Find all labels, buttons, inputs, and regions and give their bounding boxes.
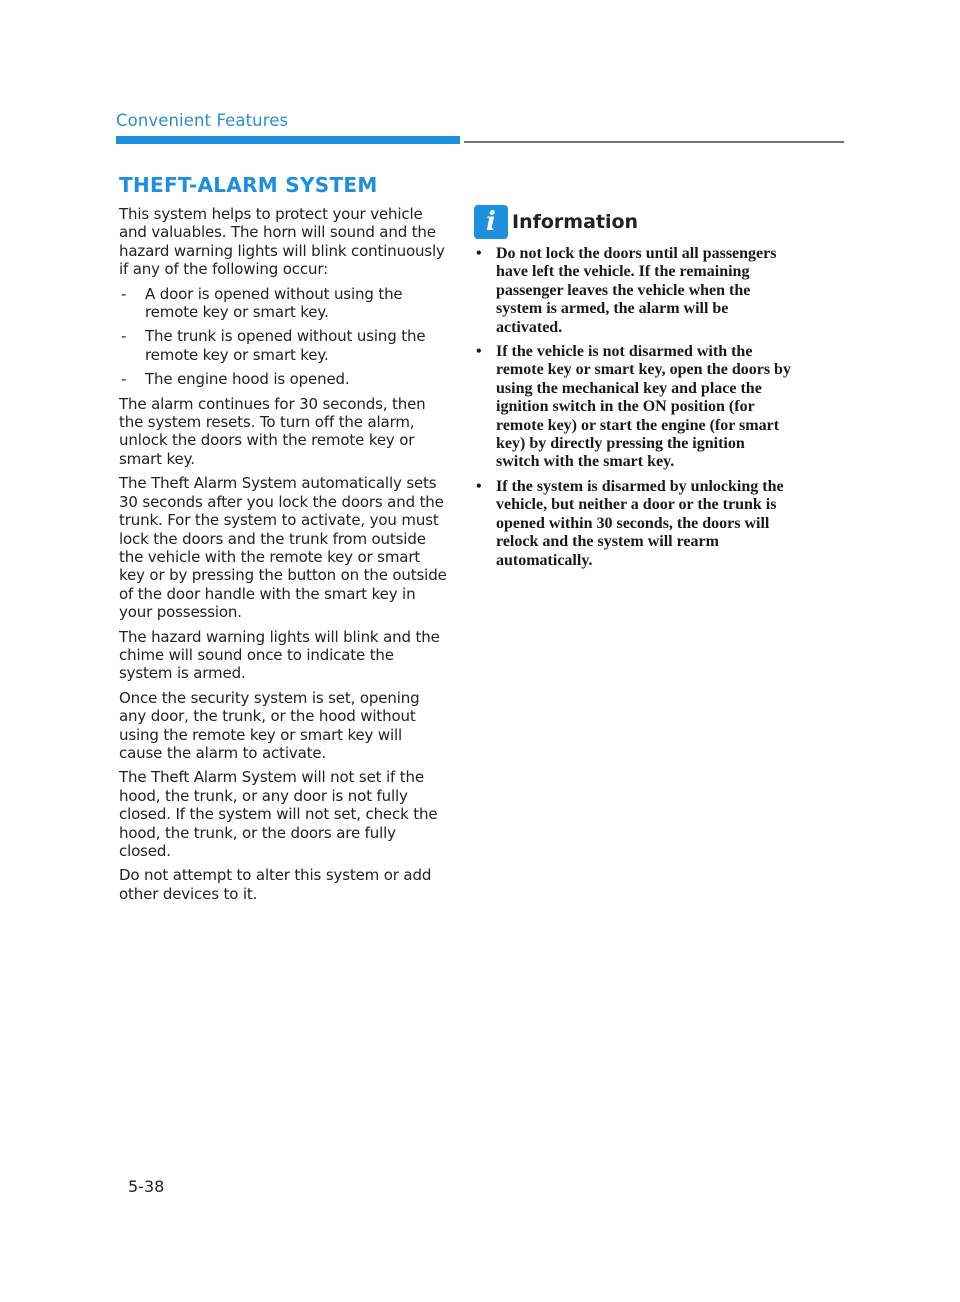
intro-paragraph: This system helps to protect your vehicle and valuables. The horn will sound and the hazard warning lights will blink continuously if any of the following occur:: [119, 205, 445, 279]
body-paragraph: The hazard warning lights will blink and the chime will sound once to indicate the system is armed.: [119, 627, 440, 683]
list-item: [119, 285, 447, 322]
alarm-conditions-list: [119, 285, 447, 389]
information-header: [474, 205, 792, 239]
dash-marker: -: [121, 370, 127, 389]
body-paragraph: Once the security system is set, opening any door, the trunk, or the hood without using the remote key or smart key will cause the alarm to activate.: [119, 688, 420, 762]
chapter-title: Convenient Features: [116, 111, 289, 130]
list-item: [119, 327, 447, 364]
information-box: [474, 205, 792, 576]
list-item-text: Do not lock the doors until all passengers have left the vehicle. If the remaining passenger leaves the vehicle when the system is armed, the alarm will be activated.: [496, 245, 777, 336]
body-paragraph: The alarm continues for 30 seconds, then the system resets. To turn off the alarm, unlock the doors with the remote key or smart key.: [119, 394, 426, 468]
bullet-marker: •: [476, 245, 482, 262]
list-item-text: The engine hood is opened.: [145, 370, 350, 389]
list-item: [119, 370, 447, 388]
dash-marker: -: [121, 284, 127, 303]
list-item: [474, 245, 792, 337]
bullet-marker: •: [476, 343, 482, 361]
bullet-marker: •: [476, 477, 482, 495]
list-item-text: A door is opened without using the remote key or smart key.: [145, 284, 403, 322]
page-number: 5-38: [128, 1177, 165, 1196]
list-item: [474, 343, 792, 472]
list-item-text: If the vehicle is not disarmed with the remote key or smart key, open the doors by using the mechanical key and place the ignition switch in the ON position (for remote key) or start the engine (for smart key) by directly pressing the ignition switch with the smart key.: [496, 343, 791, 471]
body-paragraph: The Theft Alarm System will not set if the hood, the trunk, or any door is not fully closed. If the system will not set, check the hood, the trunk, or the doors are fully closed.: [119, 768, 438, 860]
list-item-text: The trunk is opened without using the remote key or smart key.: [145, 327, 426, 364]
info-icon: i: [474, 205, 508, 239]
list-item-text: If the system is disarmed by unlocking the vehicle, but neither a door or the trunk is opened within 30 seconds, the doors will relock and the system will rearm automatically.: [496, 477, 784, 569]
information-list: [474, 245, 792, 570]
body-paragraph: The Theft Alarm System automatically sets 30 seconds after you lock the doors and the trunk. For the system to activate, you must lock the doors and the trunk from outside the vehicle with the remote key or smart key or by pressing the button on the outside of the door handle with the smart key in your possession.: [119, 474, 447, 622]
information-title: Information: [512, 211, 639, 233]
list-item: [474, 478, 792, 570]
header-divider-rule: [464, 141, 844, 143]
dash-marker: -: [121, 327, 127, 346]
left-column: [119, 173, 447, 909]
body-paragraph: Do not attempt to alter this system or add other devices to it.: [119, 866, 432, 903]
section-title: THEFT-ALARM SYSTEM: [119, 173, 378, 197]
header-accent-rule: [116, 136, 460, 144]
